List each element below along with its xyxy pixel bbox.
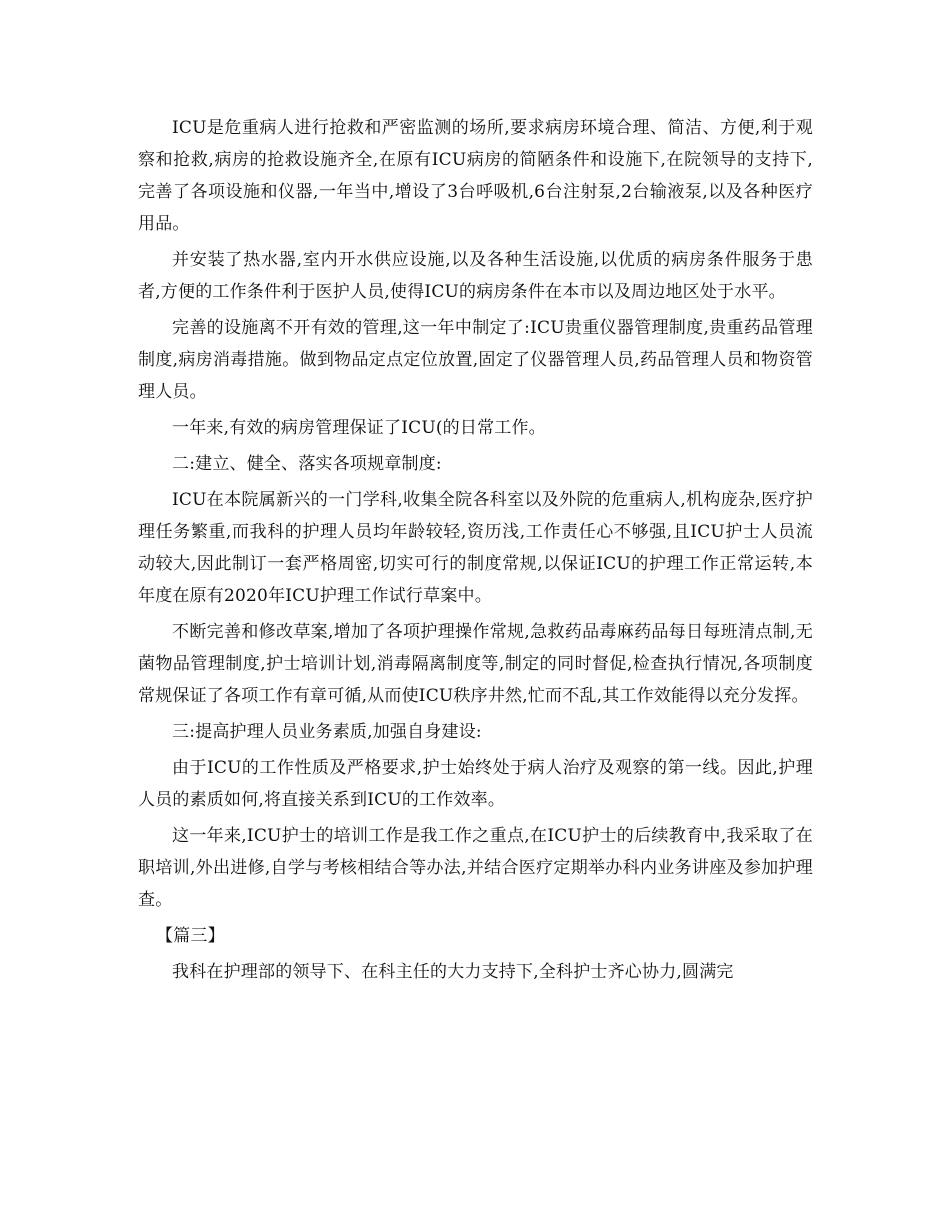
paragraph-daily-work: 一年来,有效的病房管理保证了ICU(的日常工作。 bbox=[172, 418, 546, 438]
section-heading-quality: 三:提高护理人员业务素质,加强自身建设: bbox=[172, 722, 482, 742]
document-body bbox=[138, 112, 813, 992]
paragraph-draft-improvement: 不断完善和修改草案,增加了各项护理操作常规,急救药品毒麻药品每日每班清点制,无菌物品管理制度,护士培训计划,消毒隔离制度等,制定的同时督促,检查执行情况,各项制度常规保证了各项工作有章可循,从而使ICU秩序井然,忙而不乱,其工作效能得以充分发挥。 bbox=[138, 622, 813, 706]
section-heading-part-three: 【篇三】 bbox=[156, 926, 225, 946]
paragraph-part-three-start: 我科在护理部的领导下、在科主任的大力支持下,全科护士齐心协力,圆满完 bbox=[172, 962, 734, 982]
paragraph-discipline: ICU在本院属新兴的一门学科,收集全院各科室以及外院的危重病人,机构庞杂,医疗护理任务繁重,而我科的护理人员均年龄较轻,资历浅,工作责任心不够强,且ICU护士人员流动较大,因此制订一套严格周密,切实可行的制度常规,以保证ICU的护理工作正常运转,本年度在原有2020年ICU护理工作试行草案中。 bbox=[138, 490, 813, 606]
paragraph-management: 完善的设施离不开有效的管理,这一年中制定了:ICU贵重仪器管理制度,贵重药品管理制度,病房消毒措施。做到物品定点定位放置,固定了仪器管理人员,药品管理人员和物资管理人员。 bbox=[138, 318, 813, 402]
section-heading-rules: 二:建立、健全、落实各项规章制度: bbox=[172, 454, 442, 474]
paragraph-icu-environment: ICU是危重病人进行抢救和严密监测的场所,要求病房环境合理、简洁、方便,利于观察和抢救,病房的抢救设施齐全,在原有ICU病房的简陋条件和设施下,在院领导的支持下,完善了各项设施和仪器,一年当中,增设了3台呼吸机,6台注射泵,2台输液泵,以及各种医疗用品。 bbox=[138, 118, 813, 234]
paragraph-training: 这一年来,ICU护士的培训工作是我工作之重点,在ICU护士的后续教育中,我采取了在职培训,外出进修,自学与考核相结合等办法,并结合医疗定期举办科内业务讲座及参加护理查。 bbox=[138, 826, 813, 910]
paragraph-facilities: 并安装了热水器,室内开水供应设施,以及各种生活设施,以优质的病房条件服务于患者,方便的工作条件利于医护人员,使得ICU的病房条件在本市以及周边地区处于水平。 bbox=[138, 250, 813, 302]
paragraph-nurse-quality: 由于ICU的工作性质及严格要求,护士始终处于病人治疗及观察的第一线。因此,护理人员的素质如何,将直接关系到ICU的工作效率。 bbox=[138, 758, 813, 810]
